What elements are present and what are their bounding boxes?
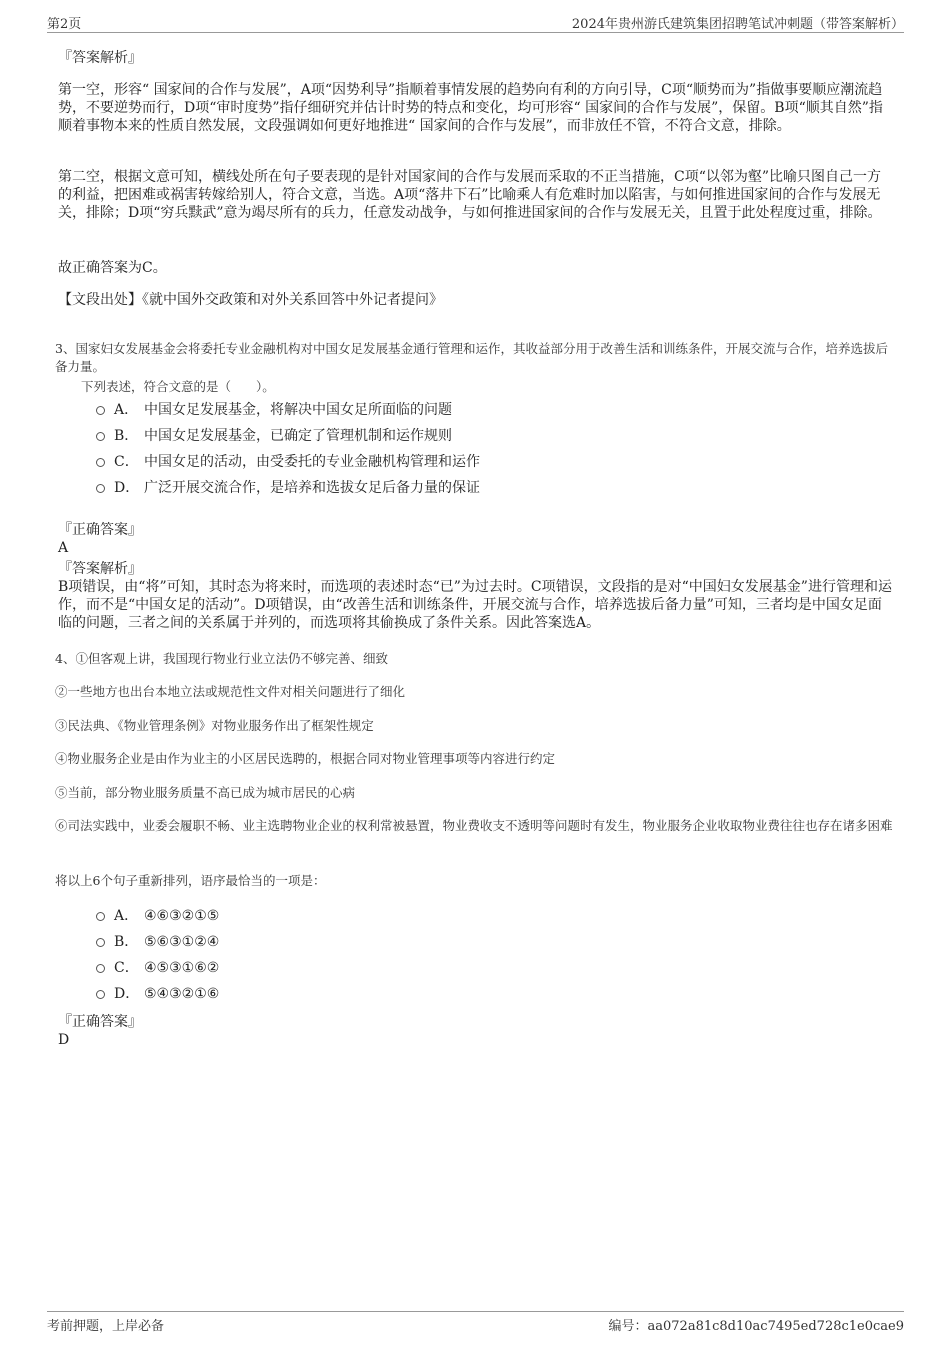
question-4-sentence-3: ③民法典、《物业管理条例》对物业服务作出了框架性规定 <box>55 718 374 733</box>
question-3-option-c[interactable]: C． 中国女足的活动，由受委托的专业金融机构管理和运作 <box>96 453 480 471</box>
question-3-stem: 3、国家妇女发展基金会将委托专业金融机构对中国女足发展基金通行管理和运作，其收益部分用于改善生活和训练条件，开展交流与合作，培养选拔后备力量。 <box>55 341 888 374</box>
document-title: 2024年贵州游氏建筑集团招聘笔试冲刺题（带答案解析） <box>571 17 904 32</box>
radio-circle-icon[interactable] <box>96 964 105 973</box>
question-4-answer-label: 『正确答案』 <box>58 1014 142 1030</box>
question-3-analysis-label: 『答案解析』 <box>58 561 142 577</box>
question-3-option-a[interactable]: A． 中国女足发展基金，将解决中国女足所面临的问题 <box>96 401 452 419</box>
question-3-option-b[interactable]: B． 中国女足发展基金，已确定了管理机制和运作规则 <box>96 427 452 445</box>
question-4-sentence-2: ②一些地方也出台本地立法或规范性文件对相关问题进行了细化 <box>55 684 406 699</box>
question-4-option-c[interactable]: C． ④⑤③①⑥② <box>96 959 219 977</box>
question-3-analysis: B项错误，由“将”可知，其时态为将来时，而选项的表述时态“已”为过去时。C项错误，文段指的是对“中国妇女发展基金”进行管理和运作，而不是“中国女足的活动”。D项错误，由“改善生活和训练条件，开展交流与合作，培养选拔后备力量”可知，三者均是中国女足面临的问题，三者之间的关系属于并列的，而选项将其偷换成了条件关系。因此答案选A。 <box>58 579 892 631</box>
question-4-sentence-5: ⑤当前，部分物业服务质量不高已成为城市居民的心病 <box>55 785 356 800</box>
question-4-option-d[interactable]: D． ⑤④③②①⑥ <box>96 985 219 1003</box>
radio-circle-icon[interactable] <box>96 406 105 415</box>
radio-circle-icon[interactable] <box>96 484 105 493</box>
question-4-prompt: 将以上6个句子重新排列，语序最恰当的一项是： <box>55 873 326 888</box>
question-4-sentence-4: ④物业服务企业是由作为业主的小区居民选聘的，根据合同对物业管理事项等内容进行约定 <box>55 751 556 766</box>
page-header <box>47 13 904 33</box>
analysis-paragraph-1: 第一空，形容“ 国家间的合作与发展”，A项“因势利导”指顺着事情发展的趋势向有利的方向引导，C项“顺势而为”指做事要顺应潮流趋势，不要逆势而行，D项“审时度势”指仔细研究并估计时势的特点和变化，均可形容“ 国家间的合作与发展”，保留。B项“顺其自然”指顺着事物本来的性质自然发展，文段强调如何更好地推进“ 国家间的合作与发展”，而非放任不管，不符合文意，排除。 <box>58 82 883 134</box>
radio-circle-icon[interactable] <box>96 458 105 467</box>
question-3-answer-label: 『正确答案』 <box>58 522 142 538</box>
analysis-conclusion: 故正确答案为C。 <box>58 260 167 276</box>
question-3-answer: A <box>58 540 69 556</box>
document-id: 编号：aa072a81c8d10ac7495ed728c1e0cae9 <box>608 1319 904 1334</box>
question-4-option-b[interactable]: B． ⑤⑥③①②④ <box>96 933 219 951</box>
question-4-option-a[interactable]: A． ④⑥③②①⑤ <box>96 907 219 925</box>
question-3-option-d[interactable]: D． 广泛开展交流合作，是培养和选拔女足后备力量的保证 <box>96 479 480 497</box>
radio-circle-icon[interactable] <box>96 432 105 441</box>
source-citation: 【文段出处】《就中国外交政策和对外关系回答中外记者提问》 <box>58 292 443 308</box>
question-4-sentence-6: ⑥司法实践中，业委会履职不畅、业主选聘物业企业的权利常被悬置，物业费收支不透明等问题时有发生，物业服务企业收取物业费往往也存在诸多困难 <box>55 818 893 833</box>
radio-circle-icon[interactable] <box>96 912 105 921</box>
question-4-sentence-1: 4、①但客观上讲，我国现行物业行业立法仍不够完善、细致 <box>55 651 388 666</box>
question-4-answer: D <box>58 1032 70 1048</box>
footer-slogan: 考前押题，上岸必备 <box>47 1319 165 1334</box>
question-3-prompt: 下列表述，符合文意的是（ ）。 <box>81 379 275 394</box>
analysis-label: 『答案解析』 <box>58 50 142 66</box>
page-number: 第2页 <box>47 17 82 32</box>
radio-circle-icon[interactable] <box>96 938 105 947</box>
radio-circle-icon[interactable] <box>96 990 105 999</box>
analysis-paragraph-2: 第二空，根据文意可知，横线处所在句子要表现的是针对国家间的合作与发展而采取的不正当措施，C项“以邻为壑”比喻只图自己一方的利益，把困难或祸害转嫁给别人，符合文意，当选。A项“落井下石”比喻乘人有危难时加以陷害，与如何推进国家间的合作与发展无关，排除；D项“穷兵黩武”意为竭尽所有的兵力，任意发动战争，与如何推进国家间的合作与发展无关，且置于此处程度过重，排除。 <box>58 169 882 221</box>
page-footer <box>47 1311 904 1334</box>
